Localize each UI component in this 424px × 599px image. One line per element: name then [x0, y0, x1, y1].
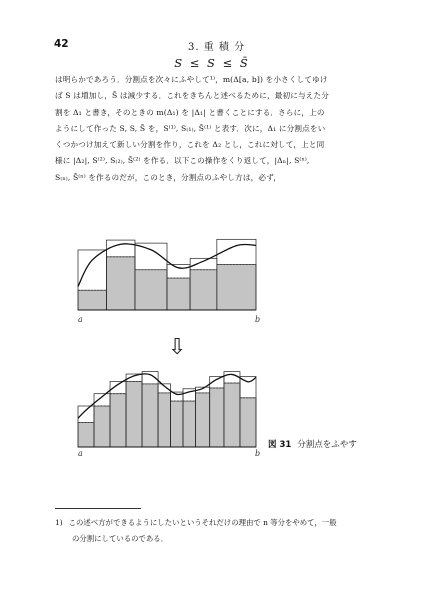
- body-line: 様に |Δ₂|, S⁽²⁾, S₍₂₎, S̄⁽²⁾ を作る．以下この操作をくり返して，|Δₙ|, S⁽ⁿ⁾,: [55, 156, 310, 166]
- lower-sum-bar: [78, 422, 94, 447]
- lower-sum-bar: [183, 401, 195, 447]
- caption-text: 分割点をふやす: [297, 440, 357, 450]
- body-line: S₍ₙ₎, S̄⁽ⁿ⁾ を作るのだが，このとき，分割点のふやし方は，必ず，: [55, 172, 282, 182]
- lower-sum-bar: [195, 393, 209, 447]
- figure-caption: [268, 438, 357, 450]
- lower-sum-bar: [217, 264, 256, 310]
- body-line: ようにして作った S, S, S̄ を，S⁽¹⁾, S₍₁₎, S̄⁽¹⁾ と表す．次に，Δ₁ に分割点をい: [55, 123, 326, 133]
- lower-sum-bar: [78, 290, 106, 310]
- tick-b-bottom: b: [255, 449, 261, 458]
- body-line: ば S は増加し，S̄ は減少する．これをきちんと述べるために，最初に与えた分: [55, 91, 329, 101]
- lower-sum-bar: [171, 401, 183, 447]
- lower-sum-bar: [240, 398, 256, 447]
- lower-sum-bar: [210, 388, 224, 447]
- down-arrow-icon: ⇩: [168, 335, 187, 360]
- lower-sum-bar: [106, 257, 134, 310]
- body-line: は明らかであろう．分割点を次々にふやして¹⁾，m(Δ[a, b]) を小さくしてゆけ: [55, 75, 328, 84]
- footnote-rule: [55, 508, 141, 509]
- lower-sum-bar: [158, 393, 170, 447]
- caption-label: 図 31: [268, 440, 292, 450]
- page-number: 42: [54, 38, 69, 50]
- lower-sum-bar: [94, 406, 110, 447]
- running-head: 3. 重 積 分: [188, 42, 246, 53]
- lower-sum-bar: [167, 278, 190, 310]
- footnote: [55, 515, 377, 547]
- tick-a-top: a: [78, 315, 83, 324]
- body-line: くつかつけ加えて新しい分割を作り，これを Δ₂ とし，これに対して，上と同: [55, 140, 325, 150]
- bottom-step-chart: [78, 372, 256, 447]
- lower-sum-bar: [224, 383, 240, 447]
- footnote-line: の分割にしているのである．: [72, 534, 169, 543]
- footnote-number: 1): [55, 518, 63, 527]
- lower-sum-bar: [135, 270, 167, 310]
- tick-a-bottom: a: [78, 449, 83, 458]
- lower-sum-bar: [190, 270, 217, 310]
- lower-sum-bar: [126, 381, 142, 447]
- tick-b-top: b: [255, 315, 261, 324]
- lower-sum-bar: [142, 384, 158, 447]
- footnote-line: この述べ方ができるようにしたいというそれだけの理由で n 等分をやめて，一般: [68, 518, 337, 527]
- top-step-chart: [78, 239, 256, 310]
- body-line: 割を Δ₁ と書き，そのときの m(Δ₁) を |Δ₁| と書くことにする．さらに，上の: [55, 107, 325, 117]
- lower-sum-bar: [110, 394, 126, 447]
- inequality-formula: S ≤ S ≤ S̄: [174, 56, 250, 70]
